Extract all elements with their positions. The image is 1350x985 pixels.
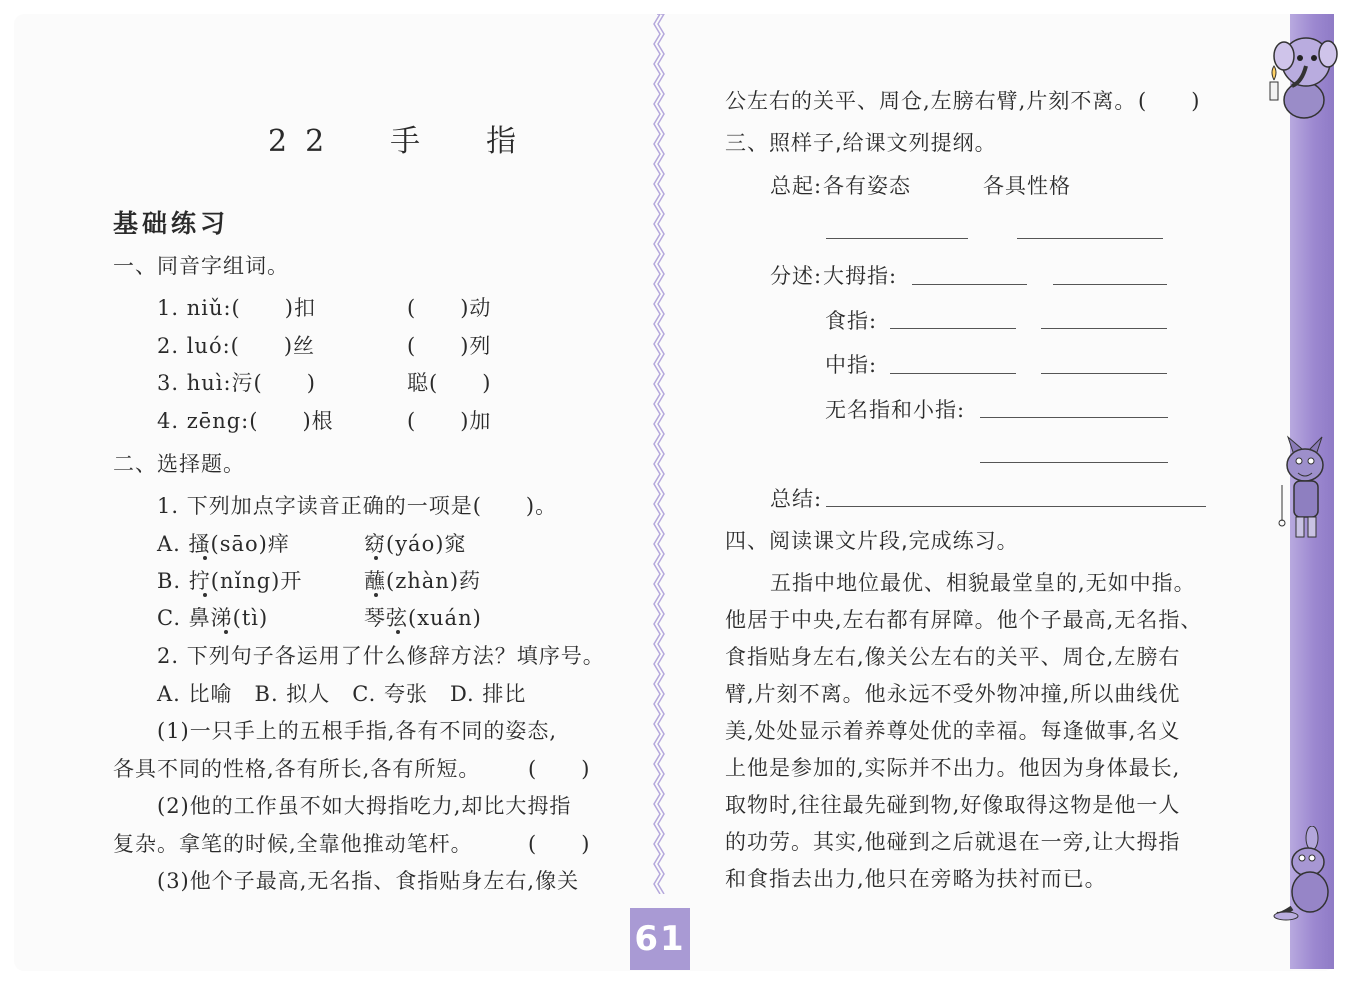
- section3-heading: 三、照样子,给课文列提纲。: [725, 131, 997, 155]
- passage-line-9: 和食指去出力,他只在旁略为扶衬而已。: [725, 867, 1107, 891]
- mascot-wolf-icon: [1272, 435, 1336, 545]
- section2-heading: 二、选择题。: [113, 452, 245, 476]
- sentence-1-line1: (1)一只手上的五根手指,各有不同的姿态,: [157, 719, 558, 743]
- passage-line-5: 美,处处显示着养尊处优的幸福。每逢做事,名义: [725, 719, 1181, 743]
- passage-line-4: 臂,片刻不离。他永远不受外物冲撞,所以曲线优: [725, 682, 1181, 706]
- rhetoric-options: A. 比喻 B. 拟人 C. 夸张 D. 排比: [157, 682, 527, 706]
- emphasis-dot: [203, 556, 207, 560]
- homophone-row-3a: 3. huì:污( ): [157, 371, 316, 395]
- answer-paren-2[interactable]: ( ): [528, 832, 591, 856]
- homophone-row-1b: ( )动: [407, 296, 492, 320]
- option-c-2: 琴弦(xuán): [364, 606, 482, 630]
- option-b-1: B. 拧(nǐng)开: [157, 569, 303, 593]
- section1-heading: 一、同音字组词。: [113, 254, 289, 278]
- blank-line[interactable]: [912, 284, 1027, 285]
- blank-line[interactable]: [1041, 373, 1167, 374]
- option-a-2: 窈(yáo)窕: [364, 532, 467, 556]
- blank-line[interactable]: [1041, 328, 1167, 329]
- emphasis-dot: [224, 630, 228, 634]
- homophone-row-2a: 2. luó:( )丝: [157, 334, 316, 358]
- outline-thumb-label: 大拇指:: [823, 264, 898, 288]
- homophone-row-4a: 4. zēng:( )根: [157, 409, 334, 433]
- outline-detail-label: 分述:: [770, 264, 823, 288]
- blank-line[interactable]: [826, 506, 1206, 507]
- sentence-2-line1: (2)他的工作虽不如大拇指吃力,却比大拇指: [157, 794, 572, 818]
- sentence-2-line2: 复杂。拿笔的时候,全靠他推动笔杆。: [113, 832, 473, 856]
- passage-line-8: 的功劳。其实,他碰到之后就退在一旁,让大拇指: [725, 830, 1181, 854]
- sentence-1-line2: 各具不同的性格,各有所长,各有所短。: [113, 757, 481, 781]
- page-number: 61: [630, 908, 690, 970]
- homophone-row-3b: 聪( ): [407, 371, 492, 395]
- passage-line-7: 取物时,往往最先碰到物,好像取得这物是他一人: [725, 793, 1181, 817]
- homophone-row-1a: 1. niǔ:( )扣: [157, 296, 316, 320]
- outline-intro-b: 各具性格: [983, 174, 1071, 198]
- mascot-kangaroo-icon: [1272, 826, 1338, 926]
- outline-middle-label: 中指:: [825, 353, 878, 377]
- emphasis-dot: [374, 593, 378, 597]
- passage-line-6: 上他是参加的,实际并不出力。他因为身体最长,: [725, 756, 1181, 780]
- blank-line[interactable]: [890, 328, 1016, 329]
- option-c-1: C. 鼻涕(tì): [157, 606, 269, 630]
- sentence-3-line1: (3)他个子最高,无名指、食指贴身左右,像关: [157, 869, 580, 893]
- emphasis-dot: [396, 630, 400, 634]
- option-b-2: 蘸(zhàn)药: [364, 569, 482, 593]
- blank-line[interactable]: [980, 417, 1168, 418]
- blank-line[interactable]: [826, 238, 968, 239]
- lesson-title: 22 手 指: [268, 124, 535, 159]
- passage-line-2: 他居于中央,左右都有屏障。他个子最高,无名指、: [725, 608, 1203, 632]
- passage-line-3: 食指贴身左右,像关公左右的关平、周仓,左膀右: [725, 645, 1181, 669]
- answer-paren-1[interactable]: ( ): [528, 757, 591, 781]
- option-a-1: A. 搔(sāo)痒: [157, 532, 290, 556]
- passage-line-1: 五指中地位最优、相貌最堂皇的,无如中指。: [770, 571, 1196, 595]
- blank-line[interactable]: [980, 462, 1168, 463]
- homophone-row-4b: ( )加: [407, 409, 492, 433]
- blank-line[interactable]: [1017, 238, 1163, 239]
- emphasis-dot: [374, 556, 378, 560]
- continued-line: 公左右的关平、周仓,左膀右臂,片刻不离。: [725, 89, 1137, 113]
- mascot-elephant-icon: [1262, 22, 1338, 122]
- outline-summary-label: 总结:: [770, 487, 823, 511]
- blank-line[interactable]: [890, 373, 1016, 374]
- emphasis-dot: [203, 593, 207, 597]
- outline-intro-label: 总起:: [770, 174, 823, 198]
- question-2: 2. 下列句子各运用了什么修辞方法？填序号。: [157, 644, 605, 668]
- outline-index-label: 食指:: [825, 309, 878, 333]
- question-1: 1. 下列加点字读音正确的一项是( )。: [157, 494, 558, 518]
- answer-paren-3[interactable]: ( ): [1138, 89, 1201, 113]
- basic-practice-heading: 基础练习: [113, 209, 230, 238]
- page-divider: [652, 14, 666, 894]
- outline-intro-a: 各有姿态: [823, 174, 911, 198]
- blank-line[interactable]: [1053, 284, 1167, 285]
- section4-heading: 四、阅读课文片段,完成练习。: [725, 529, 1019, 553]
- outline-ring-pinky-label: 无名指和小指:: [825, 398, 966, 422]
- homophone-row-2b: ( )列: [407, 334, 492, 358]
